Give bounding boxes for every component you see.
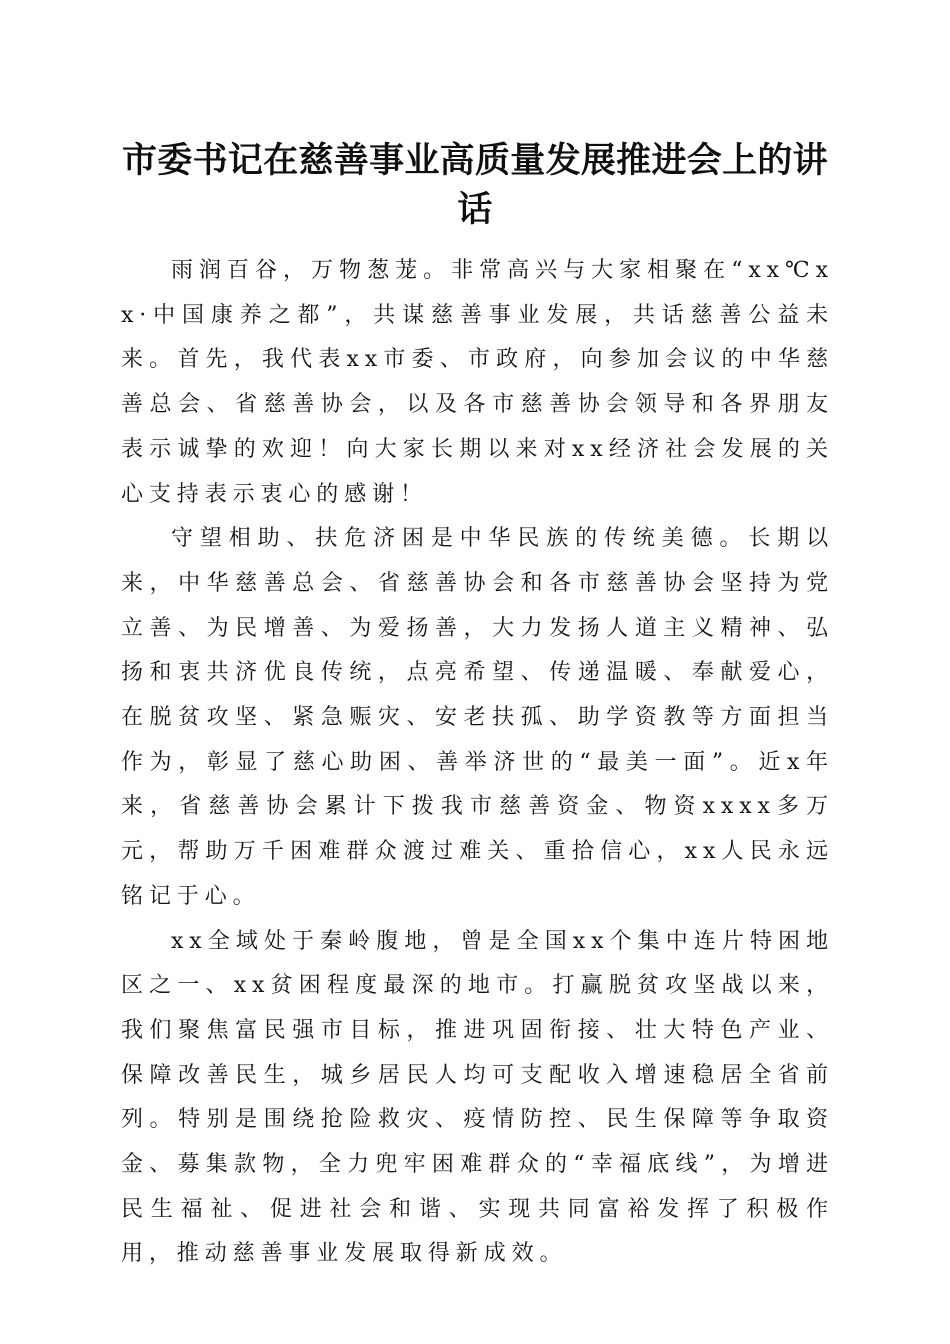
document-title: 市委书记在慈善事业高质量发展推进会上的讲话 (121, 140, 828, 230)
paragraph-achievements: xx全域处于秦岭腹地，曾是全国xx个集中连片特困地区之一、xx贫困程度最深的地市。打赢脱贫攻坚战以来，我们聚焦富民强市目标，推进巩固衔接、壮大特色产业、保障改善民生，城乡居民人均可支配收入增速稳居全省前列。特别是围绕抢险救灾、疫情防控、民生保障等争取资金、募集款物，全力兜牢困难群众的“幸福底线”，为增进民生福祉、促进社会和谐、实现共同富裕发挥了积极作用，推动慈善事业发展取得新成效。 (121, 928, 834, 1267)
paragraph-opening: 雨润百谷，万物葱茏。非常高兴与大家相聚在“xx℃xx·中国康养之都”，共谋慈善事业发展，共话慈善公益未来。首先，我代表xx市委、市政府，向参加会议的中华慈善总会、省慈善协会，以及各市慈善协会领导和各界朋友表示诚挚的欢迎！向大家长期以来对xx经济社会发展的关心支持表示衷心的感谢！ (121, 258, 834, 507)
paragraph-tradition: 守望相助、扶危济困是中华民族的传统美德。长期以来，中华慈善总会、省慈善协会和各市慈善协会坚持为党立善、为民增善、为爱扬善，大力发扬人道主义精神、弘扬和衷共济优良传统，点亮希望、传递温暖、奉献爱心，在脱贫攻坚、紧急赈灾、安老扶孤、助学资教等方面担当作为，彰显了慈心助困、善举济世的“最美一面”。近x年来，省慈善协会累计下拨我市慈善资金、物资xxxx多万元，帮助万千困难群众渡过难关、重拾信心，xx人民永远铭记于心。 (121, 526, 834, 909)
document-body (121, 249, 834, 1277)
